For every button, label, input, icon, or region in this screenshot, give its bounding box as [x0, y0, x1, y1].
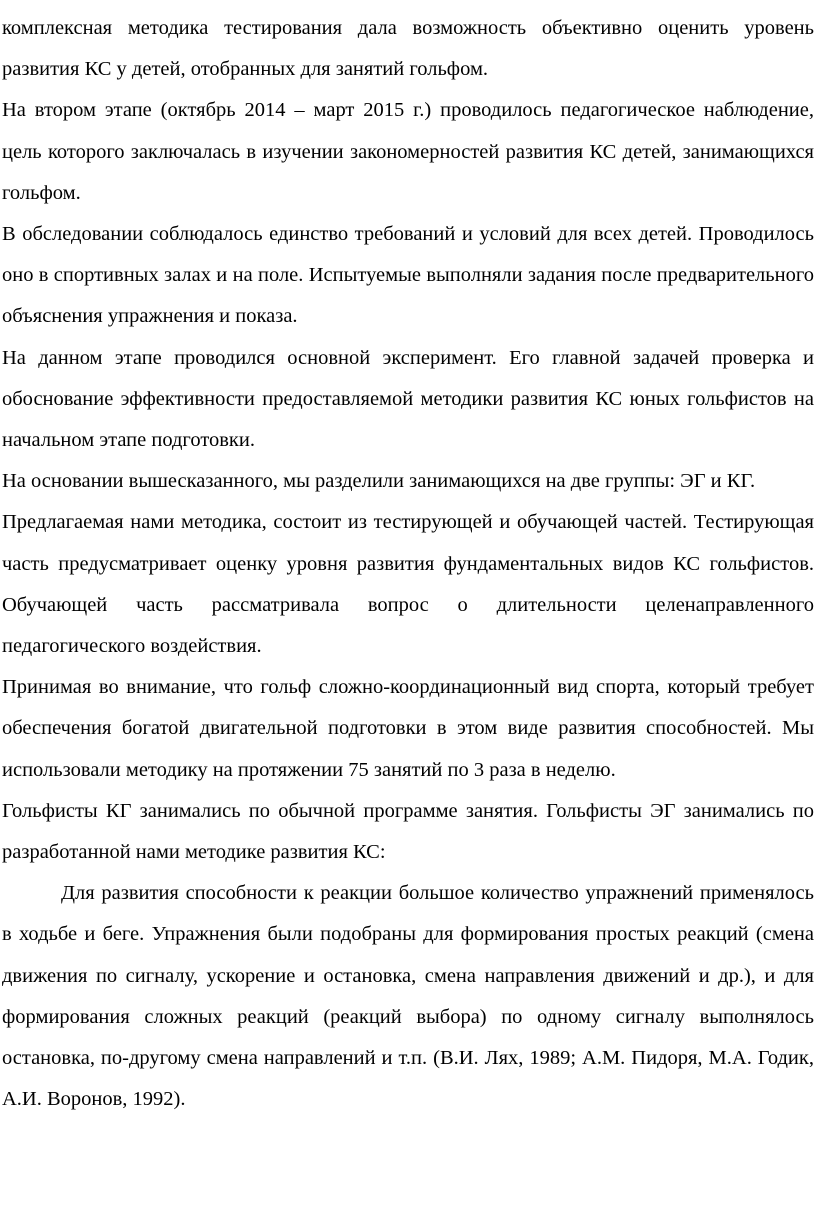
paragraph-continuation: комплексная методика тестирования дала возможность объективно оценить уровень развития КС у детей, отобранных для занятий гольфом.	[2, 17, 814, 81]
paragraph-main-experiment: На данном этапе проводился основной эксперимент. Его главной задачей проверка и обоснование эффективности предоставляемой методики развития КС юных гольфистов на начальном этапе подготовки.	[2, 346, 814, 452]
paragraph-methodology: Предлагаемая нами методика, состоит из тестирующей и обучающей частей. Тестирующая часть предусматривает оценку уровня развития фундаментальных видов КС гольфистов. Обучающей часть рассматривала вопрос о длительности целенаправленного педагогического воздействия.	[2, 511, 814, 658]
document-page	[2, 8, 814, 1120]
paragraph-golf-coordination: Принимая во внимание, что гольф сложно-координационный вид спорта, который требует обеспечения богатой двигательной подготовки в этом виде развития способностей. Мы использовали методику на протяжении 75 занятий по 3 раза в неделю.	[2, 676, 814, 781]
paragraph-reaction-development: Для развития способности к реакции большое количество упражнений применялось в ходьбе и беге. Упражнения были подобраны для формирования простых реакций (смена движения по сигналу, ускорение и остановка, смена направления движений и др.), и для формирования сложных реакций (реакций выбора) по одному сигналу выполнялось остановка, по-другому смена направлений и т.п. (В.И. Лях, 1989; А.М. Пидоря, М.А. Годик, А.И. Воронов, 1992).	[2, 882, 814, 1111]
paragraph-control-group: Гольфисты КГ занимались по обычной программе занятия. Гольфисты ЭГ занимались по разработанной нами методике развития КС:	[2, 799, 814, 864]
paragraph-examination: В обследовании соблюдалось единство требований и условий для всех детей. Проводилось оно в спортивных залах и на поле. Испытуемые выполняли задания после предварительного объяснения упражнения и показа.	[2, 223, 814, 328]
paragraph-second-stage: На втором этапе (октябрь 2014 – март 2015 г.) проводилось педагогическое наблюдение, цель которого заключалась в изучении закономерностей развития КС детей, занимающихся гольфом.	[2, 99, 814, 204]
paragraph-groups: На основании вышесказанного, мы разделили занимающихся на две группы: ЭГ и КГ.	[2, 470, 756, 493]
